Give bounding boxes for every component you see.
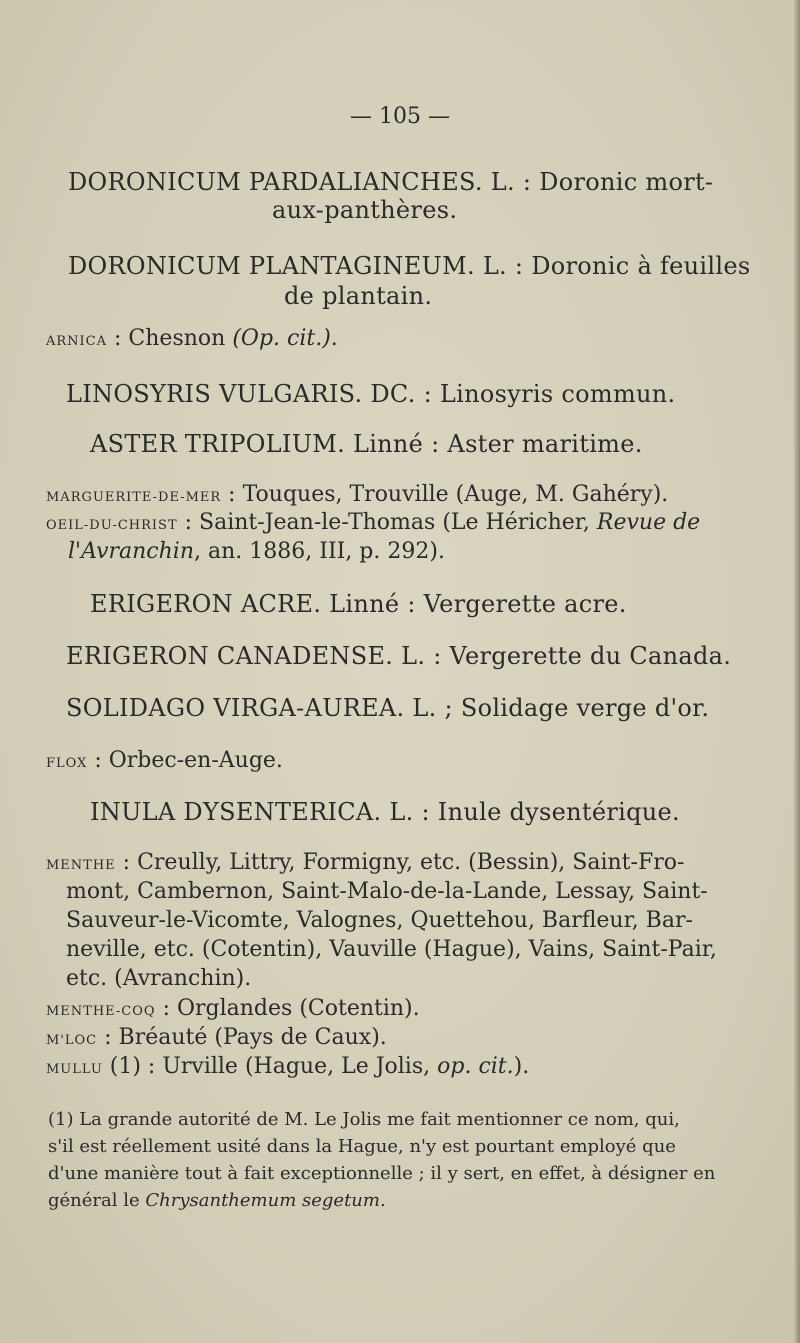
entry-mloc (46, 1025, 387, 1050)
entry-arnica (46, 326, 338, 351)
entry-menthe-line3: Sauveur-le-Vicomte, Valognes, Quettehou, Barfleur, Bar- (66, 908, 693, 933)
footnote-text: général le (48, 1190, 146, 1211)
entry-menthe-line5: etc. (Avranchin). (66, 966, 252, 991)
locality-text: (1) : Urville (Hague, Le Jolis, (102, 1054, 438, 1079)
vernacular-name: MENTHE-COQ (46, 1004, 156, 1019)
vernacular-name: MULLU (46, 1062, 103, 1077)
entry-marguerite-de-mer (46, 482, 668, 507)
footnote-line3: d'une manière tout à fait exceptionnelle ; il y sert, en effet, à désigner en (48, 1163, 716, 1184)
footnote (48, 1106, 748, 1214)
reference: (Op. cit.) (232, 326, 331, 351)
species-name: Chrysanthemum segetum (145, 1190, 380, 1211)
vernacular-name: M'LOC (46, 1033, 98, 1048)
reference: op. cit. (437, 1054, 514, 1079)
entry-mullu (46, 1054, 529, 1079)
locality-text: : Saint-Jean-le-Thomas (Le Héricher, (177, 510, 597, 535)
punctuation: . (330, 326, 338, 351)
vernacular-name: ARNICA (46, 334, 108, 349)
entry-menthe-coq (46, 996, 420, 1021)
entry-doronicum-pardalianches-line2: aux-panthères. (272, 196, 458, 224)
entry-menthe-line2: mont, Cambernon, Saint-Malo-de-la-Lande, Lessay, Saint- (66, 879, 708, 904)
footnote-line2: s'il est réellement usité dans la Hague, n'y est pourtant employé que (48, 1136, 676, 1157)
locality-text: : Chesnon (107, 326, 233, 351)
journal-title: Revue de (596, 510, 701, 535)
entry-aster-tripolium: ASTER TRIPOLIUM. Linné : Aster maritime. (90, 430, 643, 458)
entry-solidago: SOLIDAGO VIRGA-AUREA. L. ; Solidage verge d'or. (66, 694, 710, 722)
entry-menthe-line4: neville, etc. (Cotentin), Vauville (Hague), Vains, Saint-Pair, (66, 937, 717, 962)
entry-inula: INULA DYSENTERICA. L. : Inule dysentérique. (90, 798, 680, 826)
footnote-line1: (1) La grande autorité de M. Le Jolis me fait mentionner ce nom, qui, (48, 1109, 680, 1130)
locality-text: : Orbec-en-Auge. (87, 748, 283, 773)
locality-text: : Touques, Trouville (Auge, M. Gahéry). (221, 482, 669, 507)
entry-oeil-du-christ-line2 (68, 539, 445, 564)
entry-menthe-line1 (46, 850, 684, 875)
locality-text: : Orglandes (Cotentin). (155, 996, 420, 1021)
entry-oeil-du-christ-line1 (46, 510, 700, 535)
page-number: — 105 — (350, 104, 450, 129)
locality-text: : Creully, Littry, Formigny, etc. (Bessin), Saint-Fro- (115, 850, 685, 875)
vernacular-name: MENTHE (46, 858, 116, 873)
footnote-line4 (48, 1187, 748, 1214)
entry-flox (46, 748, 283, 773)
entry-doronicum-plantagineum-line1: DORONICUM PLANTAGINEUM. L. : Doronic à feuilles (68, 252, 751, 280)
page-edge-shadow (794, 0, 800, 1343)
journal-title-cont: l'Avranchin (68, 539, 195, 564)
entry-linosyris: LINOSYRIS VULGARIS. DC. : Linosyris commun. (66, 380, 676, 408)
citation-tail: , an. 1886, III, p. 292). (194, 539, 445, 564)
locality-text: : Bréauté (Pays de Caux). (97, 1025, 387, 1050)
punctuation: . (379, 1190, 386, 1211)
entry-doronicum-pardalianches-line1: DORONICUM PARDALIANCHES. L. : Doronic mort- (68, 168, 714, 196)
entry-doronicum-plantagineum-line2: de plantain. (284, 282, 433, 310)
vernacular-name: OEIL-DU-CHRIST (46, 518, 178, 533)
entry-erigeron-acre: ERIGERON ACRE. Linné : Vergerette acre. (90, 590, 627, 618)
vernacular-name: FLOX (46, 756, 88, 771)
entry-erigeron-canadense: ERIGERON CANADENSE. L. : Vergerette du Canada. (66, 642, 732, 670)
punctuation: ). (513, 1054, 530, 1079)
vernacular-name: MARGUERITE-DE-MER (46, 490, 222, 505)
